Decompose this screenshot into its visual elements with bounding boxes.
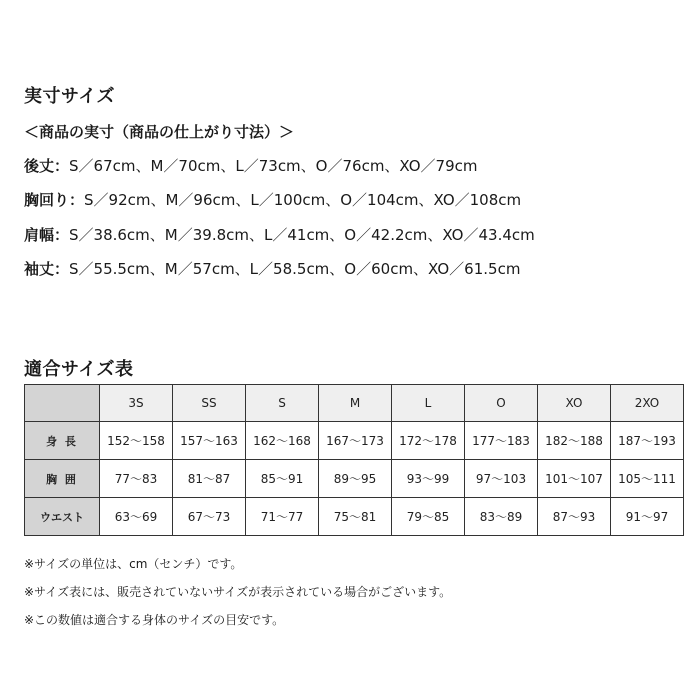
table-cell: 167〜173	[319, 422, 392, 460]
row-header-chest: 胸 囲	[25, 460, 100, 498]
table-row	[25, 498, 684, 536]
measurement-values: S／67cm、M／70cm、L／73cm、O／76cm、XO／79cm	[69, 157, 478, 175]
column-header: SS	[173, 385, 246, 422]
measurement-label: 袖丈：	[24, 260, 70, 278]
table-cell: 75〜81	[319, 498, 392, 536]
measurement-back-length	[24, 155, 478, 176]
column-header: S	[246, 385, 319, 422]
table-cell: 91〜97	[611, 498, 684, 536]
measurement-sleeve	[24, 258, 520, 279]
fit-size-table-title: 適合サイズ表	[24, 359, 134, 380]
row-header-waist: ウエスト	[25, 498, 100, 536]
table-cell: 67〜73	[173, 498, 246, 536]
column-header: XO	[538, 385, 611, 422]
note-guideline: ※この数値は適合する身体のサイズの目安です。	[24, 613, 285, 627]
measurement-label: 肩幅：	[24, 226, 70, 244]
table-row	[25, 422, 684, 460]
table-cell: 85〜91	[246, 460, 319, 498]
table-cell: 187〜193	[611, 422, 684, 460]
table-corner-cell	[25, 385, 100, 422]
table-cell: 71〜77	[246, 498, 319, 536]
table-cell: 83〜89	[465, 498, 538, 536]
note-unavailable-sizes: ※サイズ表には、販売されていないサイズが表示されている場合がございます。	[24, 585, 452, 599]
actual-size-subtitle: ＜商品の実寸（商品の仕上がり寸法）＞	[24, 123, 295, 141]
table-cell: 79〜85	[392, 498, 465, 536]
table-cell: 89〜95	[319, 460, 392, 498]
measurement-shoulder	[24, 224, 535, 245]
table-cell: 63〜69	[100, 498, 173, 536]
column-header: O	[465, 385, 538, 422]
table-cell: 152〜158	[100, 422, 173, 460]
column-header: M	[319, 385, 392, 422]
table-header-row	[25, 385, 684, 422]
table-cell: 93〜99	[392, 460, 465, 498]
table-cell: 182〜188	[538, 422, 611, 460]
table-cell: 77〜83	[100, 460, 173, 498]
table-row	[25, 460, 684, 498]
measurement-values: S／38.6cm、M／39.8cm、L／41cm、O／42.2cm、XO／43.4cm	[69, 226, 535, 244]
table-cell: 87〜93	[538, 498, 611, 536]
actual-size-title: 実寸サイズ	[24, 86, 116, 107]
note-unit: ※サイズの単位は、cm（センチ）です。	[24, 557, 243, 571]
table-cell: 97〜103	[465, 460, 538, 498]
column-header: 3S	[100, 385, 173, 422]
table-cell: 105〜111	[611, 460, 684, 498]
measurement-values: S／92cm、M／96cm、L／100cm、O／104cm、XO／108cm	[84, 191, 522, 209]
measurement-values: S／55.5cm、M／57cm、L／58.5cm、O／60cm、XO／61.5cm	[69, 260, 521, 278]
table-cell: 172〜178	[392, 422, 465, 460]
column-header: 2XO	[611, 385, 684, 422]
measurement-chest	[24, 189, 521, 210]
row-header-height: 身 長	[25, 422, 100, 460]
table-cell: 101〜107	[538, 460, 611, 498]
column-header: L	[392, 385, 465, 422]
table-cell: 81〜87	[173, 460, 246, 498]
measurement-label: 胸回り：	[24, 191, 85, 209]
table-cell: 162〜168	[246, 422, 319, 460]
measurement-label: 後丈：	[24, 157, 70, 175]
fit-size-table	[24, 384, 684, 536]
table-cell: 177〜183	[465, 422, 538, 460]
table-cell: 157〜163	[173, 422, 246, 460]
